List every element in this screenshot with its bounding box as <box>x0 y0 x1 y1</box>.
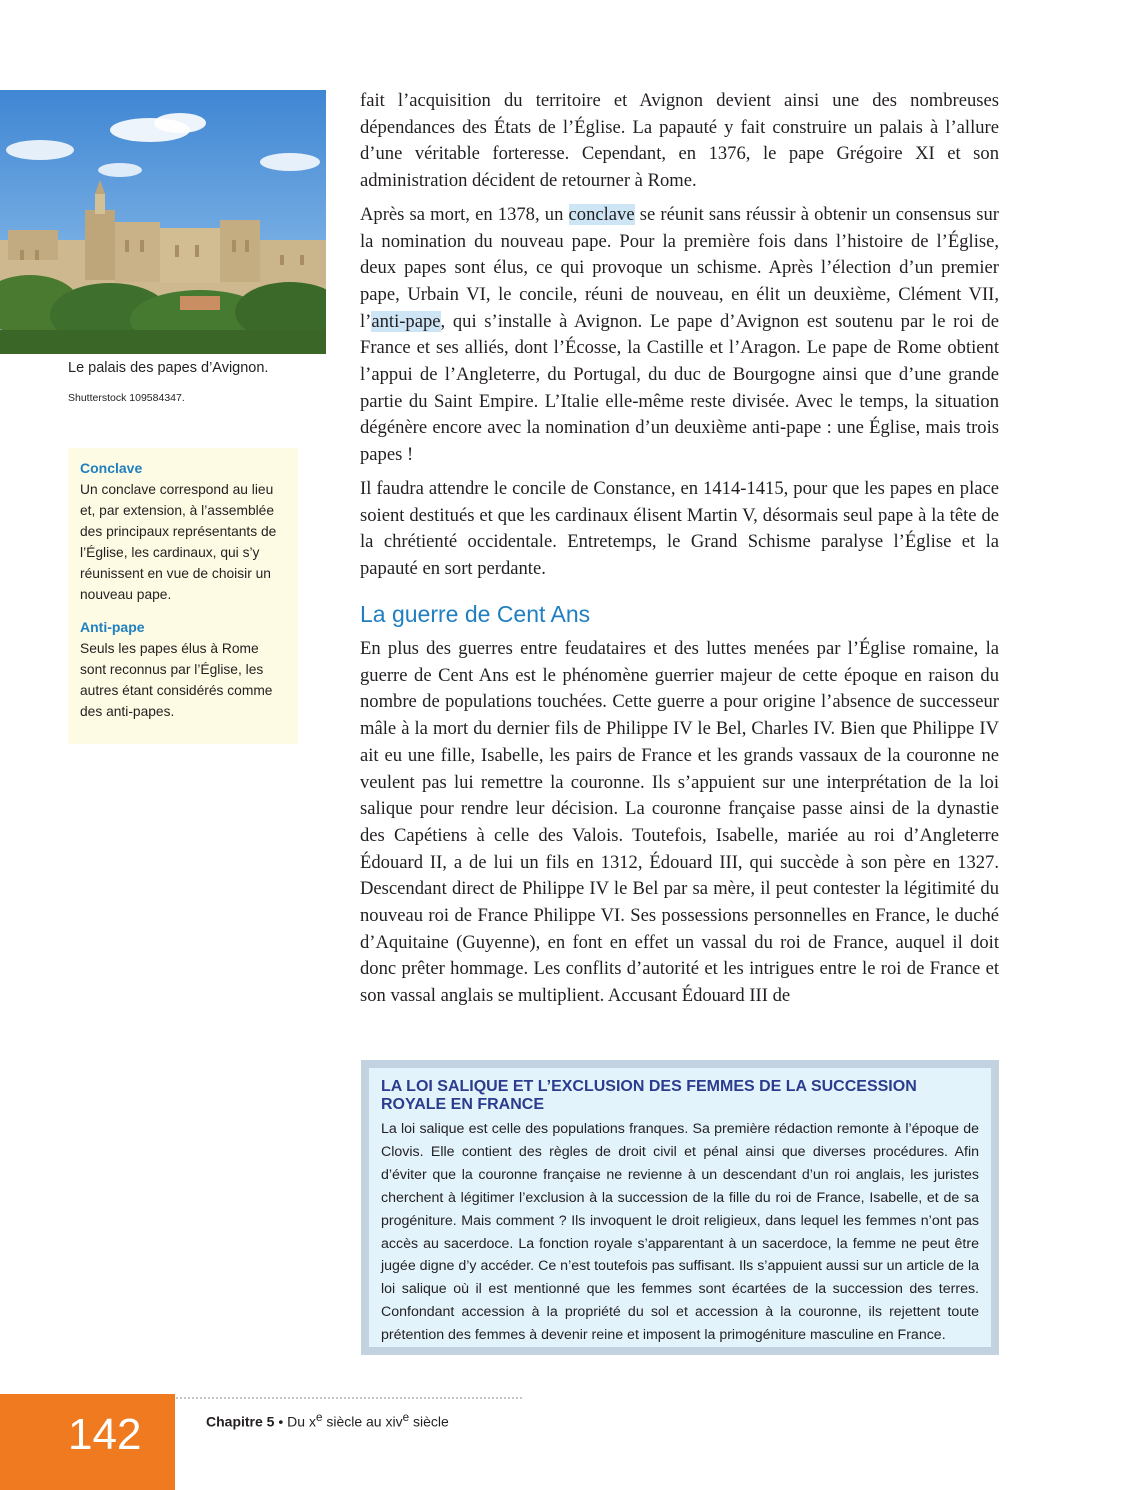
glossary-definition-anti-pape: Seuls les papes élus à Rome sont reconnus par l’Église, les autres étant considérés comme des anti-papes. <box>80 641 273 719</box>
chapter-mid: siècle au xiv <box>322 1413 403 1430</box>
chapter-label: Chapitre 5 <box>206 1413 275 1430</box>
paragraph-2-part-b: se réunit sans réussir à obtenir un consensus sur la nomination du nouveau pape. Pour la première fois dans l’histoire de l’Église, deux papes sont élus, ce qui provoque un schisme. Après l’élection d’un premier pape, Urbain VI, le concile, réuni de nouveau, en élit un deuxième, Clément VII, l’ <box>360 203 999 332</box>
chapter-prefix: Du x <box>287 1413 316 1430</box>
palace-illustration <box>0 90 326 354</box>
superscript-1: e <box>315 1411 323 1424</box>
bullet: • <box>278 1413 284 1430</box>
paragraph-2-part-a: Après sa mort, en 1378, un <box>360 203 569 225</box>
info-box-inner <box>369 1068 991 1347</box>
paragraph-4: En plus des guerres entre feudataires et des luttes menées par l’Église romaine, la guerre de Cent Ans est le phénomène guerrier majeur de cette époque en raison du nombre de populations touchées. Cette guerre a pour origine l’absence de successeur mâle à la mort du dernier fils de Philippe IV le Bel, Charles IV. Bien que Philippe IV ait eu une fille, Isabelle, les pairs de France et les grands vassaux de la couronne ne veulent pas lui remettre la couronne. Ils s’appuient sur une interprétation de la loi salique pour rendre leur décision. La couronne française passe ainsi de la dynastie des Capétiens à celle des Valois. Toutefois, Isabelle, mariée au roi d’Angleterre Édouard II, a de lui un fils en 1312, Édouard III, qui succède à son père en 1327. Descendant direct de Philippe IV le Bel par sa mère, il peut contester la légitimité du nouveau roi de France Philippe VI. Ses possessions personnelles en France, le duché d’Aquitaine (Guyenne), en font en effet un vassal du roi de France, auquel il doit donc prêter hommage. Les conflits d’autorité et les intrigues entre le roi de France et son vassal anglais se multiplient. Accusant Édouard III de <box>360 638 999 1007</box>
info-box-title: LA LOI SALIQUE ET L’EXCLUSION DES FEMMES DE LA SUCCESSION ROYALE EN FRANCE <box>381 1078 917 1113</box>
chapter-suffix: siècle <box>409 1413 449 1430</box>
main-text-section <box>360 636 999 1010</box>
palace-photo <box>0 90 326 354</box>
paragraph-2 <box>360 202 999 469</box>
glossary-term-conclave: Conclave <box>80 460 143 476</box>
main-text <box>360 88 999 590</box>
info-box <box>361 1060 999 1355</box>
glossary-term-anti-pape: Anti-pape <box>80 619 145 635</box>
superscript-2: e <box>402 1411 410 1424</box>
section-title: La guerre de Cent Ans <box>360 601 591 627</box>
chapter-line <box>206 1411 449 1430</box>
glossary-definition-conclave: Un conclave correspond au lieu et, par extension, à l’assemblée des principaux représentants de l’Église, les cardinaux, qui s’y réunissent en vue de choisir un nouveau pape. <box>80 482 277 602</box>
paragraph-1: fait l’acquisition du territoire et Avignon devient ainsi une des nombreuses dépendances des États de l’Église. La papauté y fait construire un palais à l’allure d’une véritable forteresse. Cependant, en 1376, le pape Grégoire XI et son administration décident de retourner à Rome. <box>360 90 999 192</box>
footer-divider <box>176 1397 522 1399</box>
glossary-box <box>68 448 298 744</box>
glossary-link-anti-pape[interactable]: anti-pape <box>371 310 441 332</box>
glossary-link-conclave[interactable]: conclave <box>568 203 635 225</box>
paragraph-3: Il faudra attendre le concile de Constance, en 1414-1415, pour que les papes en place soient destitués et que les cardinaux élisent Martin V, désormais seul pape à la tête de la chrétienté occidentale. Entretemps, le Grand Schisme paralyse l’Église et la papauté en sort perdante. <box>360 477 999 579</box>
page-number: 142 <box>68 1410 142 1459</box>
photo-caption: Le palais des papes d’Avignon. <box>68 360 269 376</box>
photo-credit: Shutterstock 109584347. <box>68 392 185 404</box>
paragraph-2-part-c: , qui s’installe à Avignon. Le pape d’Avignon est soutenu par le roi de France et ses alliés, dont l’Écosse, la Castille et l’Aragon. Le pape de Rome obtient l’appui de l’Angleterre, du Portugal, du duc de Bourgogne ainsi que d’une grande partie du Saint Empire. L’Italie elle-même reste divisée. Avec le temps, la situation dégénère encore avec la nomination d’un deuxième anti-pape : une Église, mais trois papes ! <box>360 310 999 466</box>
info-box-text: La loi salique est celle des populations franques. Sa première rédaction remonte à l’époque de Clovis. Elle contient des règles de droit civil et pénal ainsi que diverses procédures. Afin d’éviter que la couronne française ne revienne à un descendant d’un roi anglais, les juristes cherchent à légitimer l’exclusion à la succession de la fille du roi de France, Isabelle, et de sa progéniture. Mais comment ? Ils invoquent le droit religieux, dans lequel les femmes n’ont pas accès au sacerdoce. La fonction royale s’apparentant à un sacerdoce, la femme ne peut être jugée digne d’y accéder. Ce n’est toutefois pas suffisant. Ils s’appuient aussi sur un article de la loi salique où il est mentionné que les femmes sont écartées de la succession des terres. Confondant accession à la propriété du sol et accession à la couronne, ils rejettent toute prétention des femmes à devenir reine et imposent la primogéniture masculine en France. <box>381 1121 979 1344</box>
